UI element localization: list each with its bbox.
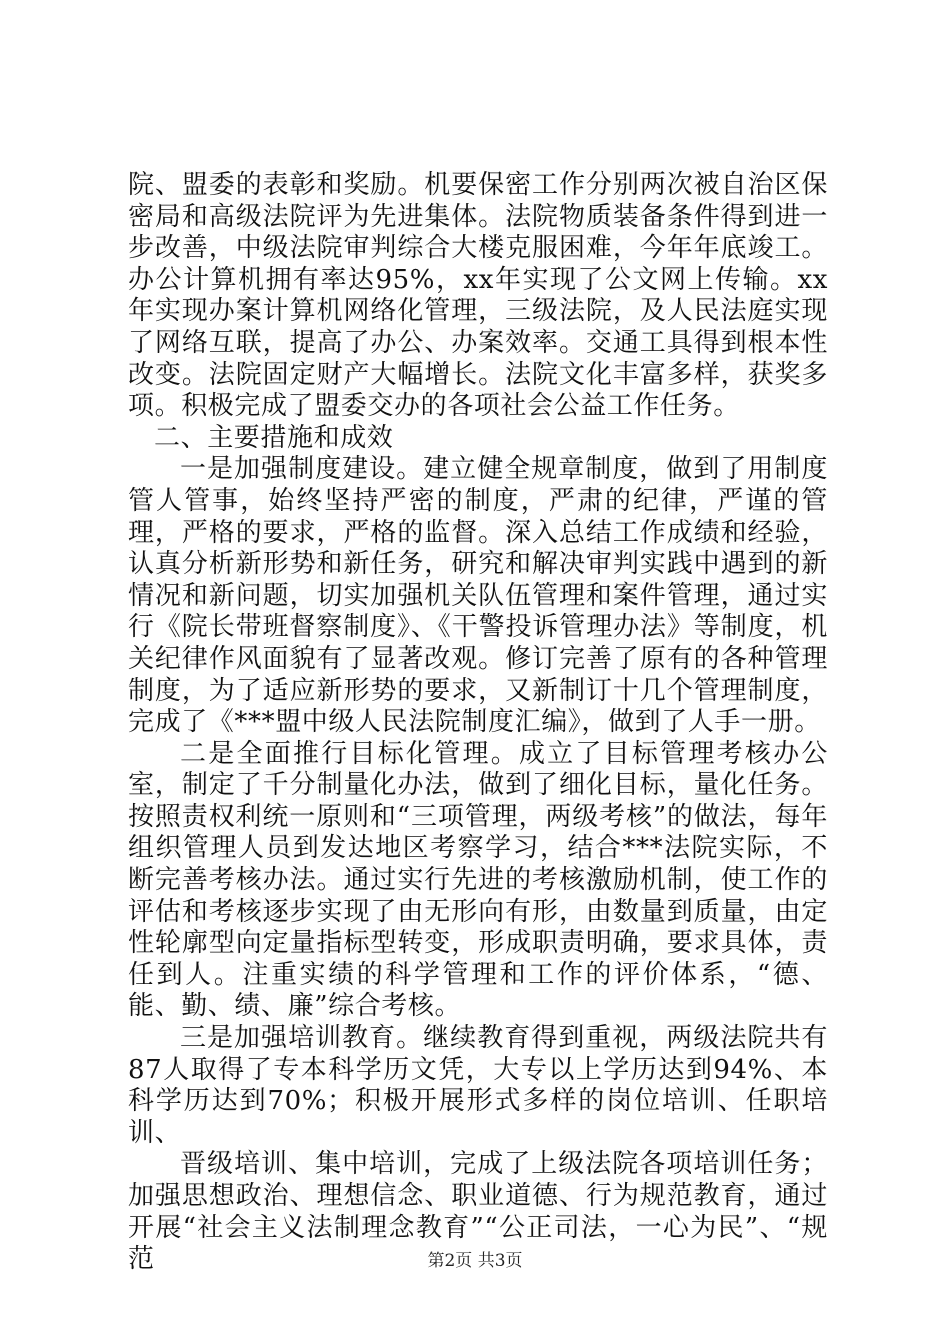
section-heading: 二、主要措施和成效 — [154, 422, 394, 453]
paragraph-continuation: 院、盟委的表彰和奖励。机要保密工作分别两次被自治区保密局和高级法院评为先进集体。法院物质装备条件得到进一步改善，中级法院审判综合大楼克服困难，今年年底竣工。办公计算机拥有率达95%，xx年实现了公文网上传输。xx年实现办案计算机网络化管理，三级法院，及人民法庭实现了网络互联，提高了办公、办案效率。交通工具得到根本性改变。法院固定财产大幅增长。法院文化丰富多样，获奖多项。积极完成了盟委交办的各项社会公益工作任务。 — [128, 170, 828, 422]
document-body — [128, 170, 828, 1276]
paragraph-institution-building: 一是加强制度建设。建立健全规章制度，做到了用制度管人管事，始终坚持严密的制度，严肃的纪律，严谨的管理，严格的要求，严格的监督。深入总结工作成绩和经验，认真分析新形势和新任务，研究和解决审判实践中遇到的新情况和新问题，切实加强机关队伍管理和案件管理，通过实行《院长带班督察制度》、《干警投诉管理办法》等制度，机关纪律作风面貌有了显著改观。修订完善了原有的各种管理制度，为了适应新形势的要求，又新制订十几个管理制度，完成了《***盟中级人民法院制度汇编》，做到了人手一册。 — [128, 454, 828, 738]
paragraph-target-management: 二是全面推行目标化管理。成立了目标管理考核办公室，制定了千分制量化办法，做到了细化目标，量化任务。按照责权利统一原则和“三项管理，两级考核”的做法，每年组织管理人员到发达地区考察学习，结合***法院实际，不断完善考核办法。通过实行先进的考核激励机制，使工作的评估和考核逐步实现了由无形向有形，由数量到质量，由定性轮廓型向定量指标型转变，形成职责明确，要求具体，责任到人。注重实绩的科学管理和工作的评价体系，“德、能、勤、绩、廉”综合考核。 — [128, 738, 828, 1022]
page-number-footer: 第2页 共3页 — [427, 1251, 523, 1271]
paragraph-training-continued: 晋级培训、集中培训，完成了上级法院各项培训任务；加强思想政治、理想信念、职业道德、行为规范教育，通过开展“社会主义法制理念教育”“公正司法，一心为民”、“规范 — [128, 1149, 828, 1275]
paragraph-training-education: 三是加强培训教育。继续教育得到重视，两级法院共有87人取得了专本科学历文凭，大专以上学历达到94%、本科学历达到70%；积极开展形式多样的岗位培训、任职培训、 — [128, 1023, 828, 1148]
